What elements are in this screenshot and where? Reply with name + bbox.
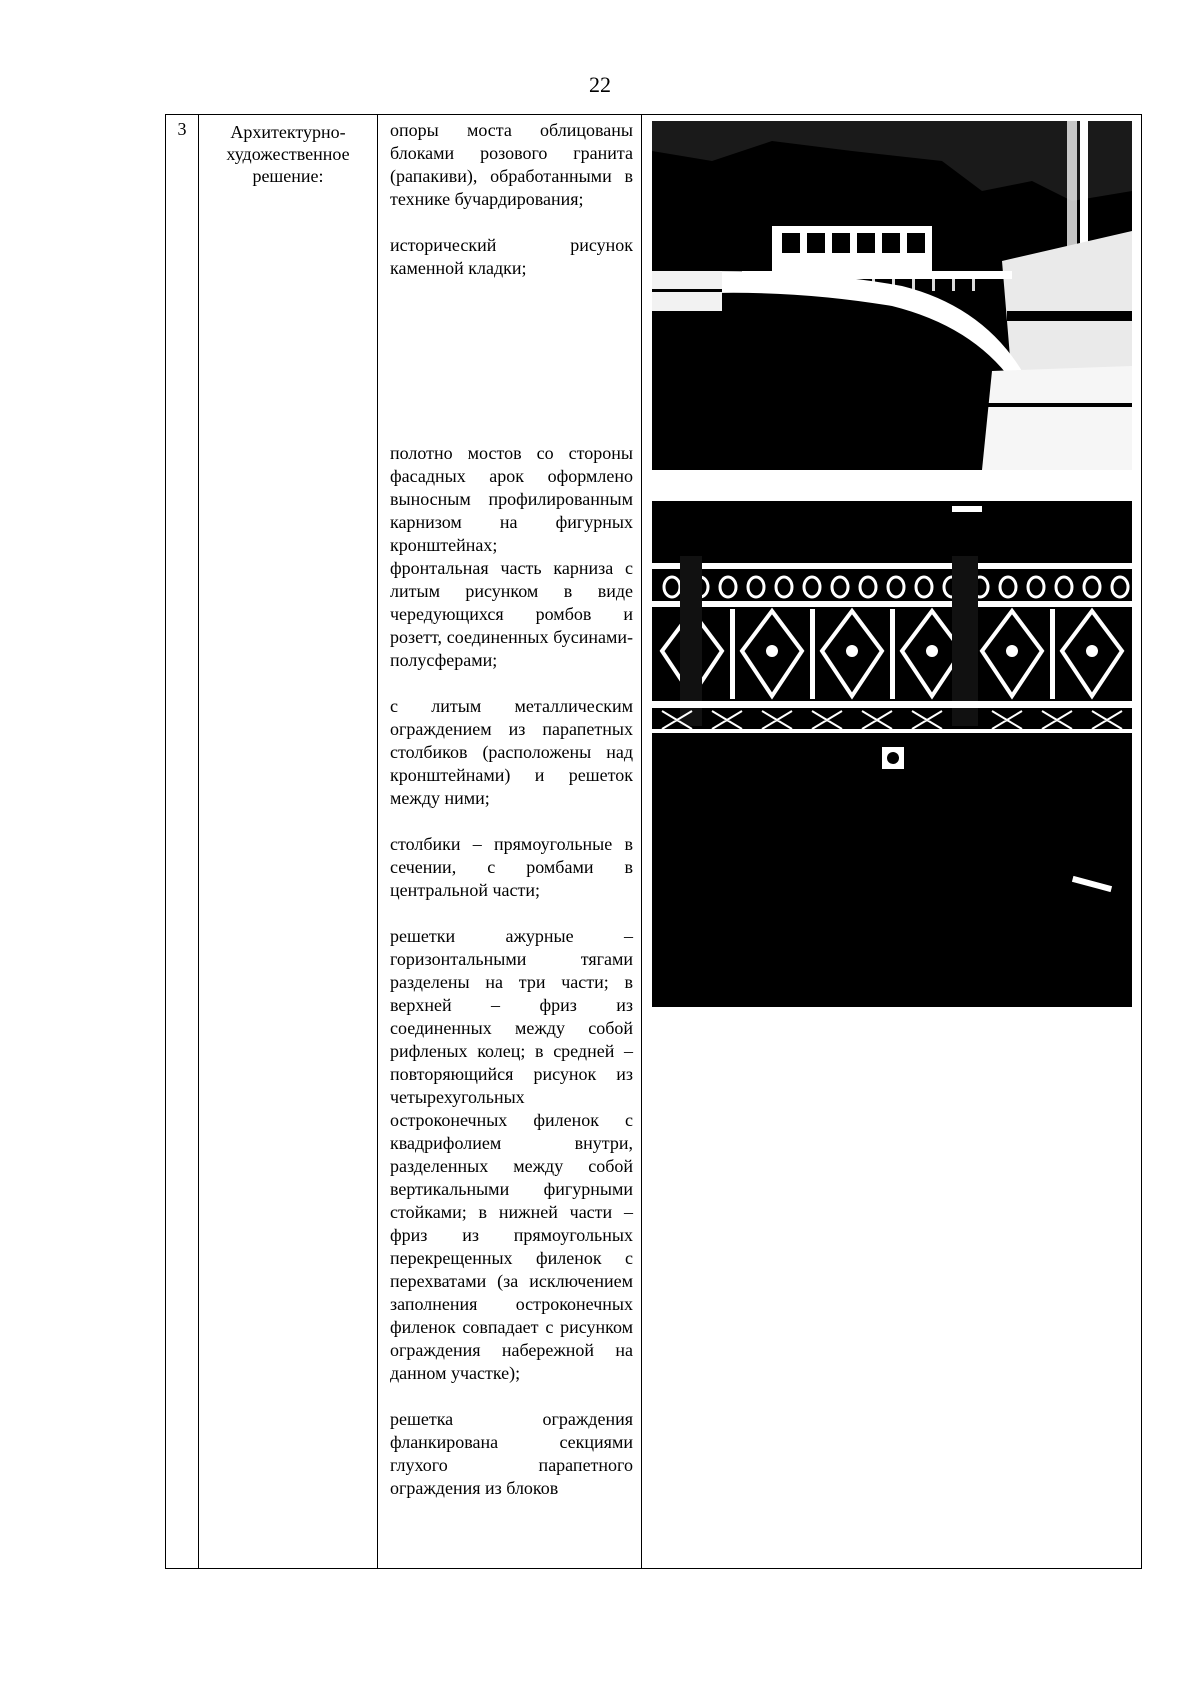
description-paragraph: опоры моста облицованы блоками розового гранита (рапакиви), обработанными в технике бучардирования; (390, 120, 633, 209)
description-paragraph: решетка ограждения фланкирована секциями глухого парапетного ограждения из блоков (390, 1409, 633, 1498)
attribute-table (165, 114, 1142, 1569)
row-index: 3 (177, 119, 187, 139)
page-number: 22 (589, 72, 611, 97)
column-divider (198, 115, 199, 1568)
description-paragraph: с литым металлическим ограждением из парапетных столбиков (расположены над кронштейнами) и решеток между ними; (390, 696, 633, 808)
description-paragraph: фронтальная часть карниза с литым рисунком в виде чередующихся ромбов и розетт, соединенных бусинами-полусферами; (390, 558, 633, 670)
description-paragraph: полотно мостов со стороны фасадных арок оформлено выносным профилированным карнизом на фигурных кронштейнах; (390, 443, 633, 555)
railing-photo (652, 501, 1132, 1007)
row-heading: Архитектурно-художественное решение: (226, 122, 350, 186)
column-divider (641, 115, 642, 1568)
description-paragraph: решетки ажурные – горизонтальными тягами разделены на три части; в верхней – фриз из соединенных между собой рифленых колец; в средней – повторяющийся рисунок из четырехугольных остроконечных филенок с квадрифолием внутри, разделенных между собой вертикальными фигурными стойками; в нижней части – фриз из прямоугольных перекрещенных филенок с перехватами (за исключением заполнения остроконечных филенок совпадает с рисунком ограждения набережной на данном участке); (390, 926, 633, 1383)
row-description (378, 115, 641, 1500)
description-paragraph: столбики – прямоугольные в сечении, с ромбами в центральной части; (390, 834, 633, 900)
bridge-photo (652, 121, 1132, 470)
description-paragraph: исторический рисунок каменной кладки; (390, 235, 633, 278)
